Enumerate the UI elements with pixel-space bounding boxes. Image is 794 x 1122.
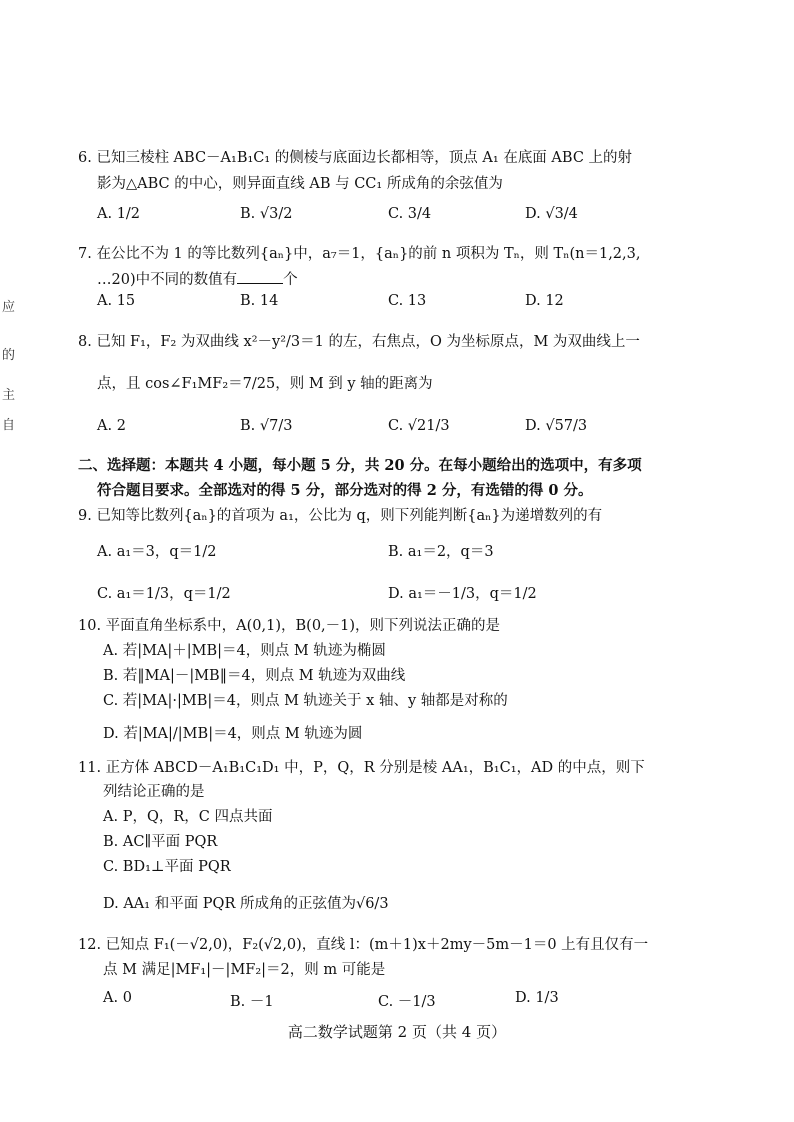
q6-stem-line2: 影为△ABC 的中心，则异面直线 AB 与 CC₁ 所成角的余弦值为 bbox=[97, 176, 503, 192]
q10-stem: 10. 平面直角坐标系中，A(0,1)，B(0,－1)，则下列说法正确的是 bbox=[78, 618, 501, 634]
q11-stem-line2: 列结论正确的是 bbox=[103, 784, 205, 800]
q8-option-b: B. √7/3 bbox=[240, 418, 293, 434]
q9-option-b: B. a₁＝2，q＝3 bbox=[388, 544, 494, 560]
q6-option-c: C. 3/4 bbox=[388, 206, 432, 222]
q9-option-c: C. a₁＝1/3，q＝1/2 bbox=[97, 586, 231, 602]
q11-stem-line1: 11. 正方体 ABCD－A₁B₁C₁D₁ 中，P，Q，R 分别是棱 AA₁，B₁C₁，AD 的中点，则下 bbox=[78, 760, 645, 776]
q7-option-a: A. 15 bbox=[97, 293, 136, 309]
q12-option-a: A. 0 bbox=[103, 990, 132, 1006]
q12-stem-line1: 12. 已知点 F₁(－√2,0)，F₂(√2,0)，直线 l：(m＋1)x＋2my－5m－1＝0 上有且仅有一 bbox=[78, 937, 649, 953]
q10-option-b: B. 若‖MA|－|MB‖＝4，则点 M 轨迹为双曲线 bbox=[103, 668, 406, 684]
q12-option-c: C. －1/3 bbox=[378, 994, 436, 1010]
section-2-heading: 二、选择题：本题共 4 小题，每小题 5 分，共 20 分。在每小题给出的选项中，有多项 bbox=[78, 457, 642, 474]
q11-option-b: B. AC∥平面 PQR bbox=[103, 834, 218, 850]
q7-stem-text: …20)中不同的数值有 bbox=[97, 272, 238, 288]
q8-option-a: A. 2 bbox=[97, 418, 126, 434]
q11-option-a: A. P，Q，R，C 四点共面 bbox=[103, 809, 273, 825]
q9-option-d: D. a₁＝－1/3，q＝1/2 bbox=[388, 586, 537, 602]
q10-option-c: C. 若|MA|·|MB|＝4，则点 M 轨迹关于 x 轴、y 轴都是对称的 bbox=[103, 693, 508, 709]
q8-option-d: D. √57/3 bbox=[525, 418, 588, 434]
margin-mark: 应 bbox=[2, 300, 16, 315]
q6-option-d: D. √3/4 bbox=[525, 206, 578, 222]
q8-stem-line1: 8. 已知 F₁，F₂ 为双曲线 x²－y²/3＝1 的左，右焦点，O 为坐标原点，M 为双曲线上一 bbox=[78, 334, 640, 350]
q6-option-b: B. √3/2 bbox=[240, 206, 293, 222]
q6-option-a: A. 1/2 bbox=[97, 206, 141, 222]
q7-option-b: B. 14 bbox=[240, 293, 279, 309]
q7-stem-line2 bbox=[97, 268, 298, 289]
q12-option-d: D. 1/3 bbox=[515, 990, 559, 1006]
q11-option-c: C. BD₁⊥平面 PQR bbox=[103, 859, 231, 875]
margin-mark: 自 bbox=[2, 418, 16, 433]
q9-option-a: A. a₁＝3，q＝1/2 bbox=[97, 544, 217, 560]
q6-stem-line1: 6. 已知三棱柱 ABC－A₁B₁C₁ 的侧棱与底面边长都相等，顶点 A₁ 在底面 ABC 上的射 bbox=[78, 150, 633, 166]
q11-option-d: D. AA₁ 和平面 PQR 所成角的正弦值为√6/3 bbox=[103, 896, 389, 912]
q8-stem-line2: 点，且 cos∠F₁MF₂＝7/25，则 M 到 y 轴的距离为 bbox=[97, 376, 433, 392]
margin-mark: 的 bbox=[2, 348, 16, 363]
q9-stem: 9. 已知等比数列{aₙ}的首项为 a₁，公比为 q，则下列能判断{aₙ}为递增数列的有 bbox=[78, 508, 603, 524]
q7-option-c: C. 13 bbox=[388, 293, 427, 309]
q7-stem-suffix: 个 bbox=[283, 272, 298, 288]
q7-option-d: D. 12 bbox=[525, 293, 564, 309]
q12-stem-line2: 点 M 满足|MF₁|－|MF₂|＝2，则 m 可能是 bbox=[103, 962, 386, 978]
page-footer: 高二数学试题第 2 页（共 4 页） bbox=[287, 1023, 507, 1041]
answer-blank bbox=[237, 269, 283, 284]
q12-option-b: B. －1 bbox=[230, 994, 274, 1010]
q8-option-c: C. √21/3 bbox=[388, 418, 450, 434]
q10-option-a: A. 若|MA|＋|MB|＝4，则点 M 轨迹为椭圆 bbox=[103, 643, 386, 659]
margin-mark: 主 bbox=[2, 388, 16, 403]
q7-stem-line1: 7. 在公比不为 1 的等比数列{aₙ}中，a₇＝1，{aₙ}的前 n 项积为 Tₙ，则 Tₙ(n＝1,2,3, bbox=[78, 246, 641, 262]
section-2-instructions: 符合题目要求。全部选对的得 5 分，部分选对的得 2 分，有选错的得 0 分。 bbox=[97, 482, 593, 499]
q10-option-d: D. 若|MA|/|MB|＝4，则点 M 轨迹为圆 bbox=[103, 726, 363, 742]
